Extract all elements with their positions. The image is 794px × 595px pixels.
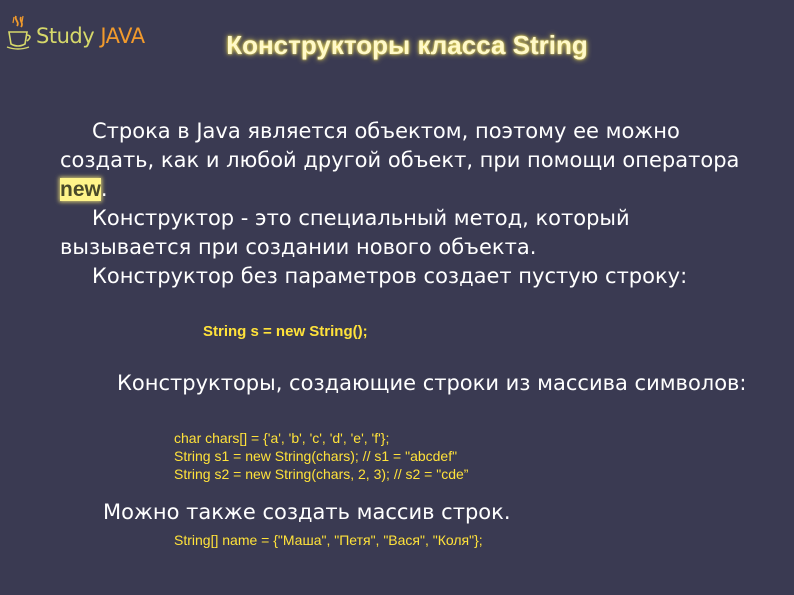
new-keyword: new — [60, 178, 101, 201]
code-line: String s2 = new String(chars, 2, 3); // s2 = "cde” — [174, 466, 469, 482]
code-line: char chars[] = {'a', 'b', 'c', 'd', 'e', 'f'}; — [174, 430, 390, 446]
logo-study-text: Study — [36, 24, 95, 48]
intro-text-1-end: . — [100, 177, 108, 201]
string-array-code: String[] name = {"Маша", "Петя", "Вася", "Коля"}; — [174, 532, 483, 548]
intro-paragraph-3: Конструктор без параметров создает пустую строку: — [92, 264, 688, 288]
char-array-constructors-text: Конструкторы, создающие строки из массива символов: — [117, 371, 747, 395]
intro-paragraphs — [60, 117, 750, 291]
empty-string-code: String s = new String(); — [203, 323, 368, 340]
intro-text-1: Строка в Java является объектом, поэтому ее можно создать, как и любой другой объект, при помощи оператора — [60, 119, 740, 172]
intro-paragraph-1 — [60, 117, 750, 204]
code-line: String s1 = new String(chars); // s1 = "abcdef" — [174, 448, 458, 464]
string-array-text: Можно также создать массив строк. — [103, 500, 511, 524]
logo-java-text: JAVA — [100, 24, 145, 48]
char-array-code-block — [174, 429, 468, 483]
intro-paragraph-2: Конструктор - это специальный метод, который вызывается при создании нового объекта. — [60, 206, 630, 259]
slide-title: Конструкторы класса String — [226, 30, 588, 60]
